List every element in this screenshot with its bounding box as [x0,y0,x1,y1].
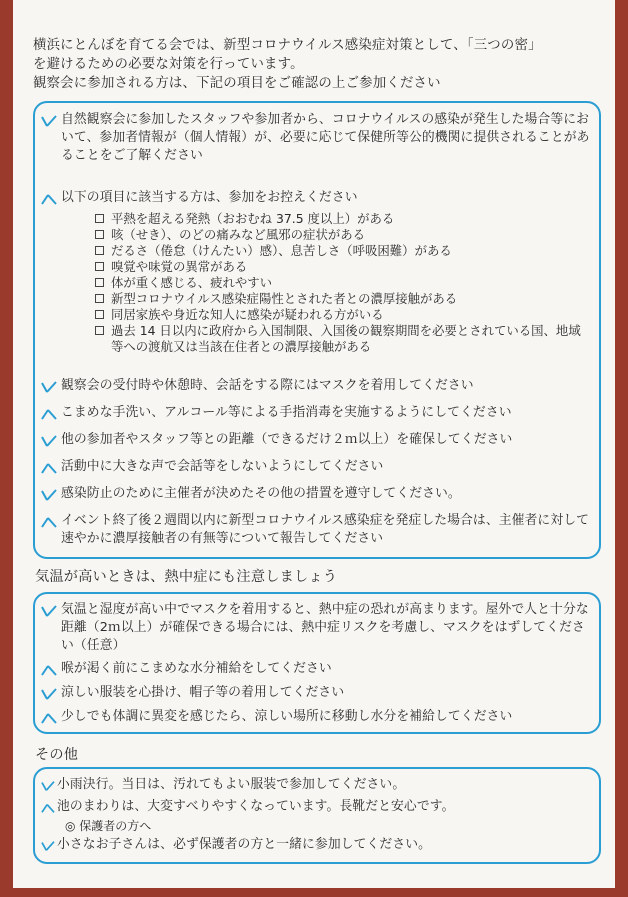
rule-text: イベント終了後２週間以内に新型コロナウイルス感染症を発症した場合は、主催者に対して速やかに濃厚接触者の有無等について報告してください [61,513,590,546]
heat-item [41,601,591,655]
symptom-item [95,259,589,275]
rule-item [41,431,591,449]
dragonfly-icon [41,114,57,128]
guardian-note: ◎ 保護者の方へ [65,819,152,833]
symptom-item [95,307,589,323]
symptom-item [95,323,589,354]
heat-item [41,708,591,726]
symptom-item [95,227,589,243]
symptom-text: 平熱を超える発熱（おおむね 37.5 度以上）がある [111,211,395,226]
symptom-text: 咳（せき）、のどの痛みなど風邪の症状がある [111,227,366,242]
checkbox-icon [95,262,104,271]
symptom-text: だるさ（倦怠（けんたい）感）、息苦しさ（呼吸困難）がある [111,243,452,258]
dragonfly-icon [41,840,55,852]
rule-item [41,458,591,476]
rule-item [41,404,591,422]
symptom-text: 体が重く感じる、疲れやすい [111,275,273,290]
heat-item [41,660,591,678]
rule-item [41,512,591,548]
checkbox-icon [95,294,104,303]
rule-text: 感染防止のために主催者が決めたその他の措置を遵守してください。 [61,486,461,501]
dragonfly-icon [41,434,57,448]
infection-rules-box [33,101,601,559]
other-item [41,836,591,854]
dragonfly-icon [41,802,55,814]
refrain-intro-text: 以下の項目に該当する方は、参加をお控えください [61,190,358,205]
rule-item [41,377,591,395]
dragonfly-icon [41,488,57,502]
heat-item [41,684,591,702]
dragonfly-icon [41,380,57,394]
dragonfly-icon [41,407,57,421]
symptom-text: 過去 14 日以内に政府から入国制限、入国後の観察期間を必要とされている国、地域等への渡航又は当該在住者との濃厚接触がある [111,323,581,354]
symptom-text: 同居家族や身近な知人に感染が疑われる方がいる [111,307,384,322]
dragonfly-icon [41,604,57,618]
heat-item-text: 涼しい服装を心掛け、帽子等の着用してください [61,685,345,700]
rule-text: 観察会の受付時や休憩時、会話をする際にはマスクを着用してください [61,378,474,393]
symptom-item [95,211,589,227]
other-item [41,798,591,816]
heat-box [33,592,601,734]
dragonfly-icon [41,780,55,792]
dragonfly-icon [41,192,57,206]
checkbox-icon [95,246,104,255]
heat-heading: 気温が高いときは、熱中症にも注意しましょう [35,569,338,585]
symptom-item [95,243,589,259]
rule-text: 活動中に大きな声で会話等をしないようにしてください [61,459,384,474]
checkbox-icon [95,310,104,319]
rule-text: こまめな手洗い、アルコール等による手指消毒を実施するようにしてください [61,405,512,420]
other-box [33,767,601,864]
privacy-notice [41,111,591,165]
other-item-text: 池のまわりは、大変すべりやすくなっています。長靴だと安心です。 [57,799,455,814]
dragonfly-icon [41,687,57,701]
rule-text: 他の参加者やスタッフ等との距離（できるだけ２ｍ以上）を確保してください [61,432,513,447]
dragonfly-icon [41,515,57,529]
heat-item-text: 気温と湿度が高い中でマスクを着用すると、熱中症の恐れが高まります。屋外で人と十分な距離（2ｍ以上）が確保できる場合には、熱中症リスクを考慮し、マスクをはずしてください（任意） [61,602,589,653]
symptom-text: 嗅覚や味覚の異常がある [111,259,248,274]
checkbox-icon [95,326,104,335]
checkbox-icon [95,230,104,239]
refrain-intro [41,189,591,207]
symptom-item [95,275,589,291]
dragonfly-icon [41,663,57,677]
other-item-text: 小さなお子さんは、必ず保護者の方と一緒に参加してください。 [57,837,432,852]
intro-line-3: 観察会に参加される方は、下記の項目をご確認の上ご参加ください [33,76,441,91]
symptom-item [95,291,589,307]
other-heading: その他 [35,747,79,763]
symptom-text: 新型コロナウイルス感染症陽性とされた者との濃厚接触がある [111,291,458,306]
checkbox-icon [95,214,104,223]
intro-line-1: 横浜にとんぼを育てる会では、新型コロナウイルス感染症対策として、「三つの密」 [33,38,542,53]
heat-item-text: 少しでも体調に異変を感じたら、涼しい場所に移動し水分を補給してください [61,709,513,724]
privacy-notice-text: 自然観察会に参加したスタッフや参加者から、コロナウイルスの感染が発生した場合等において、参加者情報が（個人情報）が、必要に応じて保健所等公的機関に提供されることがあることをご了解ください [61,112,590,163]
other-item [41,776,591,794]
dragonfly-icon [41,461,57,475]
rule-item [41,485,591,503]
other-item-text: 小雨決行。当日は、汚れてもよい服装で参加してください。 [57,777,406,792]
intro-text [33,36,603,93]
dragonfly-icon [41,711,57,725]
intro-line-2: を避けるための必要な対策を行っています。 [33,57,304,72]
checkbox-icon [95,278,104,287]
heat-item-text: 喉が渇く前にこまめな水分補給をしてください [61,661,332,676]
